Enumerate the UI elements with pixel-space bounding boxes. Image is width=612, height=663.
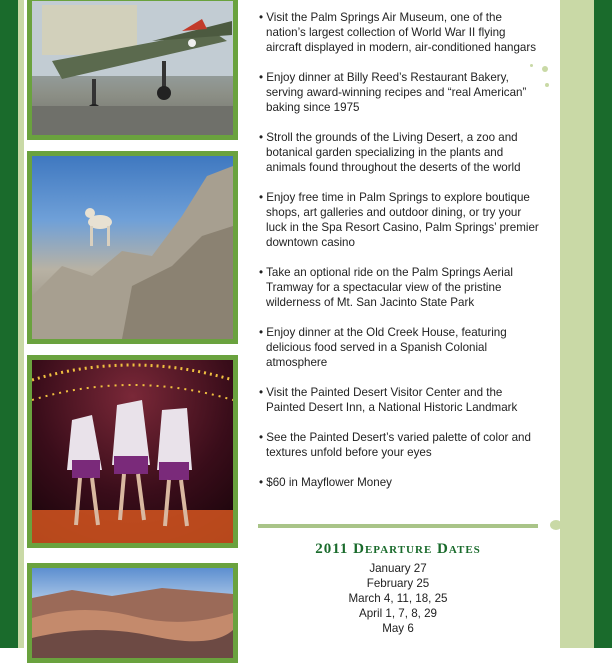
highlight-mayflower-money: • $60 in Mayflower Money [259,476,392,489]
desert-hills-illustration [32,568,233,658]
highlight-aerial-tramway: • Take an optional ride on the Palm Springs Aerial Tramway for a spectacular view of the pristine wilderness of Mt. San Jacinto State Park [259,266,513,309]
fighter-plane-illustration [32,1,233,135]
photo-frame-stage-show [27,355,238,548]
tour-highlights [258,10,543,490]
departure-dates-list [258,561,538,636]
left-border [0,0,18,648]
departure-dates-title: 2011 Departure Dates [315,541,481,557]
departure-date: April 1, 7, 8, 29 [359,607,437,620]
highlight-air-museum: • Visit the Palm Springs Air Museum, one of the nation’s largest collection of World War II flying aircraft displayed in modern, air-conditioned hangars [259,11,537,54]
paint-splatter [545,83,549,87]
departure-date: February 25 [366,577,430,590]
photo-frame-air-museum [27,0,238,140]
highlight-living-desert: • Stroll the grounds of the Living Desert, a zoo and botanical garden specializing in the plants and animals found throughout the deserts of the world [259,131,521,174]
section-divider [258,524,538,528]
highlight-billy-reeds: • Enjoy dinner at Billy Reed’s Restaurant Bakery, serving award-winning recipes and “real American” baking since 1975 [259,71,527,114]
left-border-accent [18,0,24,648]
dancers-illustration [32,360,233,543]
rocky-cliff-illustration [32,156,233,339]
air-museum-photo [32,1,233,135]
stage-show-photo [32,360,233,543]
highlight-painted-desert-visitor-center: • Visit the Painted Desert Visitor Center and the Painted Desert Inn, a National Historic Landmark [259,386,518,414]
right-border [594,0,612,648]
departure-date: May 6 [382,622,414,635]
highlight-palm-springs-free-time: • Enjoy free time in Palm Springs to explore boutique shops, art galleries and outdoor dining, or try your luck in the Spa Resort Casino, Palm Springs’ premier downtown casino [259,191,539,249]
painted-desert-photo [32,568,233,658]
paint-splatter [550,520,562,530]
photo-frame-bighorn [27,151,238,344]
highlight-painted-desert-palette: • See the Painted Desert’s varied palette of color and textures unfold before your eyes [259,431,531,459]
right-border-accent [560,0,594,648]
departure-date: March 4, 11, 18, 25 [348,592,448,605]
highlight-old-creek-house: • Enjoy dinner at the Old Creek House, featuring delicious food served in a Spanish Colonial atmosphere [259,326,507,369]
photo-frame-painted-desert [27,563,238,663]
departure-date: January 27 [369,562,427,575]
bighorn-sheep-photo [32,156,233,339]
